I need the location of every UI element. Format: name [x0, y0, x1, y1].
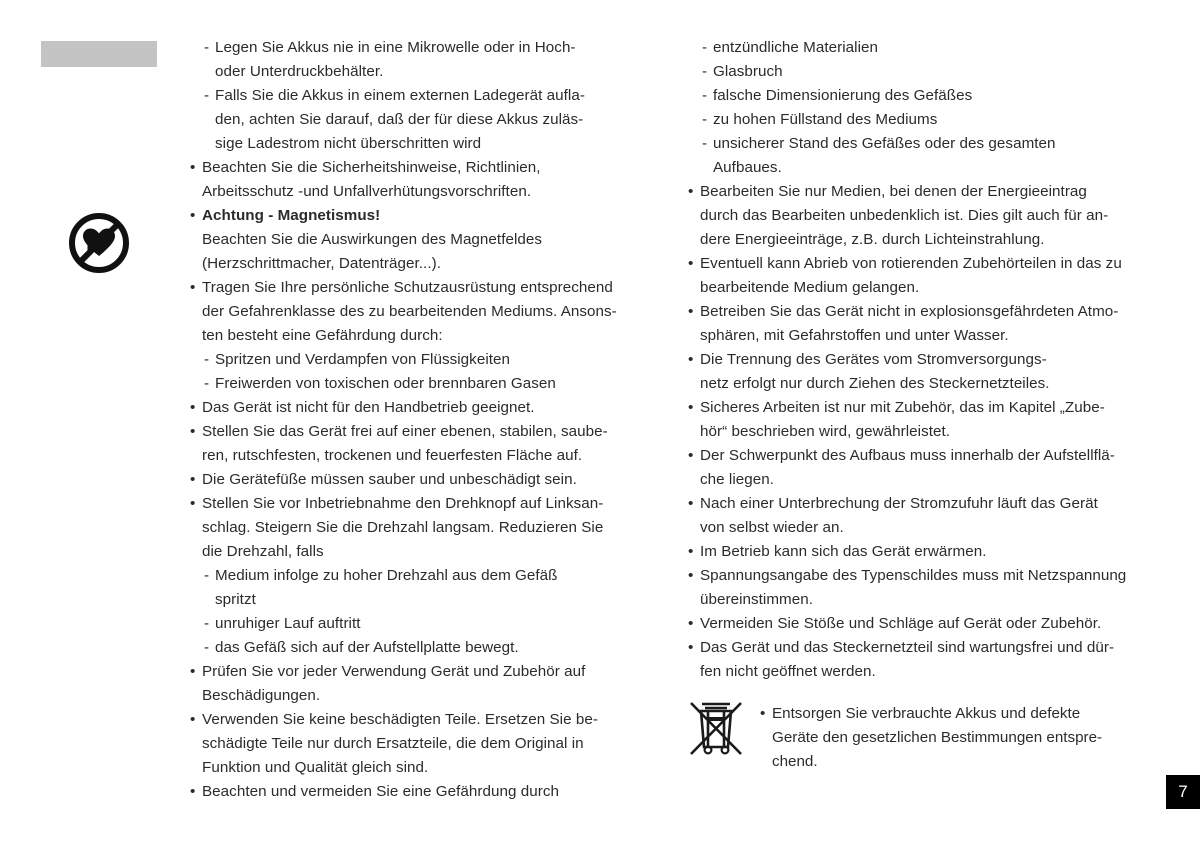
list-item-text	[700, 444, 1166, 492]
list-item-text	[202, 468, 665, 492]
list-marker: •	[688, 399, 694, 416]
list-marker: •	[688, 495, 694, 512]
left-list-item	[190, 156, 665, 204]
left-list-item	[190, 420, 665, 468]
text-line: sige Ladestrom nicht überschritten wird	[215, 135, 482, 152]
text-line: Das Gerät und das Steckernetzteil sind wartungsfrei und dür-	[700, 639, 1115, 656]
left-text-column	[190, 36, 665, 804]
list-item-text	[202, 492, 665, 564]
left-list-item	[190, 348, 665, 372]
no-pacemaker-icon	[68, 212, 130, 274]
list-marker: •	[190, 207, 196, 224]
left-list-item	[190, 660, 665, 708]
text-line: hör“ beschrieben wird, gewährleistet.	[700, 423, 951, 440]
text-line: Beachten Sie die Sicherheitshinweise, Richtlinien,	[202, 159, 541, 176]
list-marker: •	[190, 471, 196, 488]
text-line: Tragen Sie Ihre persönliche Schutzausrüstung entsprechend	[202, 279, 613, 296]
right-text-column	[688, 36, 1166, 684]
text-line: Geräte den gesetzlichen Bestimmungen entspre-	[772, 729, 1103, 746]
list-item-text	[700, 540, 1166, 564]
list-item-text	[700, 252, 1166, 300]
list-marker: -	[204, 567, 210, 584]
list-marker: -	[204, 639, 210, 656]
text-line: che liegen.	[700, 471, 775, 488]
text-line: Vermeiden Sie Stöße und Schläge auf Gerät oder Zubehör.	[700, 615, 1102, 632]
list-marker: -	[204, 87, 210, 104]
text-line: Stellen Sie vor Inbetriebnahme den Drehknopf auf Linksan-	[202, 495, 604, 512]
text-line: Beachten Sie die Auswirkungen des Magnetfeldes	[202, 231, 543, 248]
text-line: bearbeitende Medium gelangen.	[700, 279, 920, 296]
text-line: Prüfen Sie vor jeder Verwendung Gerät und Zubehör auf	[202, 663, 586, 680]
text-line: schlag. Steigern Sie die Drehzahl langsam. Reduzieren Sie	[202, 519, 604, 536]
text-line: Beschädigungen.	[202, 687, 321, 704]
text-line: durch das Bearbeiten unbedenklich ist. Dies gilt auch für an-	[700, 207, 1109, 224]
text-line: Medium infolge zu hoher Drehzahl aus dem Gefäß	[215, 567, 558, 584]
text-line: schädigte Teile nur durch Ersatzteile, die dem Original in	[202, 735, 584, 752]
text-line: Achtung - Magnetismus!	[202, 207, 381, 224]
weee-note-text	[760, 698, 1166, 774]
text-line: der Gefahrenklasse des zu bearbeitenden Mediums. Ansons-	[202, 303, 617, 320]
list-item-text	[700, 564, 1166, 612]
list-item-text	[700, 348, 1166, 396]
list-item-text	[713, 84, 1166, 108]
text-line: Glasbruch	[713, 63, 783, 80]
text-line: Stellen Sie das Gerät frei auf einer ebenen, stabilen, saube-	[202, 423, 608, 440]
left-list-item	[190, 780, 665, 804]
text-line: ren, rutschfesten, trockenen und feuerfesten Fläche auf.	[202, 447, 583, 464]
text-line: Funktion und Qualität gleich sind.	[202, 759, 429, 776]
text-line: Spritzen und Verdampfen von Flüssigkeiten	[215, 351, 511, 368]
list-marker: -	[702, 111, 708, 128]
weee-list-item	[760, 702, 1166, 774]
text-line: (Herzschrittmacher, Datenträger...).	[202, 255, 441, 272]
left-list-item	[190, 612, 665, 636]
list-marker: -	[204, 615, 210, 632]
right-list-item	[688, 60, 1166, 84]
text-line: Sicheres Arbeiten ist nur mit Zubehör, das im Kapitel „Zube-	[700, 399, 1105, 416]
list-marker: •	[190, 159, 196, 176]
list-marker: •	[688, 567, 694, 584]
left-list-item	[190, 372, 665, 396]
right-list-item	[688, 300, 1166, 348]
text-line: Im Betrieb kann sich das Gerät erwärmen.	[700, 543, 987, 560]
list-marker: •	[190, 711, 196, 728]
list-item-text	[215, 372, 665, 396]
right-list-item	[688, 636, 1166, 684]
list-marker: •	[688, 303, 694, 320]
list-item-text	[700, 396, 1166, 444]
right-list-item	[688, 540, 1166, 564]
left-list-item	[190, 204, 665, 276]
list-marker: •	[688, 183, 694, 200]
text-line: Verwenden Sie keine beschädigten Teile. Ersetzen Sie be-	[202, 711, 598, 728]
right-list-item	[688, 108, 1166, 132]
text-line: Betreiben Sie das Gerät nicht in explosionsgefährdeten Atmo-	[700, 303, 1119, 320]
list-item-text	[713, 36, 1166, 60]
text-line: ten besteht eine Gefährdung durch:	[202, 327, 443, 344]
text-line: netz erfolgt nur durch Ziehen des Steckernetzteiles.	[700, 375, 1050, 392]
list-marker: •	[190, 495, 196, 512]
text-line: fen nicht geöffnet werden.	[700, 663, 876, 680]
text-line: Bearbeiten Sie nur Medien, bei denen der Energieeintrag	[700, 183, 1087, 200]
list-item-text	[202, 204, 665, 276]
list-item-text	[700, 636, 1166, 684]
crossed-out-wheelie-bin-icon	[688, 698, 744, 756]
text-line: sphären, mit Gefahrstoffen und unter Wasser.	[700, 327, 1009, 344]
list-item-text	[202, 780, 665, 804]
left-list-item	[190, 564, 665, 612]
text-line: Der Schwerpunkt des Aufbaus muss innerhalb der Aufstellflä-	[700, 447, 1115, 464]
list-item-text	[215, 612, 665, 636]
text-line: dere Energieeinträge, z.B. durch Lichteinstrahlung.	[700, 231, 1045, 248]
list-item-text	[202, 276, 665, 348]
list-marker: -	[702, 63, 708, 80]
list-marker: -	[702, 39, 708, 56]
list-marker: •	[190, 399, 196, 416]
text-line: zu hohen Füllstand des Mediums	[713, 111, 938, 128]
list-item-text	[700, 180, 1166, 252]
text-line: Falls Sie die Akkus in einem externen Ladegerät aufla-	[215, 87, 585, 104]
text-line: unruhiger Lauf auftritt	[215, 615, 361, 632]
list-marker: -	[702, 135, 708, 152]
text-line: Die Trennung des Gerätes vom Stromversorgungs-	[700, 351, 1047, 368]
list-item-text	[202, 420, 665, 468]
list-item-text	[713, 108, 1166, 132]
right-list-item	[688, 252, 1166, 300]
list-item-text	[215, 84, 665, 156]
list-item-text	[202, 396, 665, 420]
left-list-item	[190, 708, 665, 780]
list-marker: •	[688, 543, 694, 560]
list-marker: •	[688, 351, 694, 368]
weee-disposal-note	[688, 698, 1166, 774]
text-line: das Gefäß sich auf der Aufstellplatte bewegt.	[215, 639, 519, 656]
right-list-item	[688, 348, 1166, 396]
text-line: von selbst wieder an.	[700, 519, 844, 536]
list-marker: •	[190, 663, 196, 680]
list-marker: -	[204, 351, 210, 368]
right-list-item	[688, 444, 1166, 492]
list-item-text	[215, 564, 665, 612]
list-item-text	[202, 708, 665, 780]
text-line: den, achten Sie darauf, daß der für diese Akkus zuläs-	[215, 111, 584, 128]
text-line: Spannungsangabe des Typenschildes muss mit Netzspannung	[700, 567, 1127, 584]
list-item-text	[202, 660, 665, 708]
text-line: die Drehzahl, falls	[202, 543, 324, 560]
list-marker: •	[688, 615, 694, 632]
list-marker: -	[204, 39, 210, 56]
text-line: unsicherer Stand des Gefäßes oder des gesamten	[713, 135, 1056, 152]
text-line: Legen Sie Akkus nie in eine Mikrowelle oder in Hoch-	[215, 39, 576, 56]
list-marker: -	[204, 375, 210, 392]
left-list-item	[190, 84, 665, 156]
list-marker: •	[688, 447, 694, 464]
text-line: Beachten und vermeiden Sie eine Gefährdung durch	[202, 783, 560, 800]
text-line: Nach einer Unterbrechung der Stromzufuhr läuft das Gerät	[700, 495, 1098, 512]
list-marker: •	[190, 783, 196, 800]
list-item-text	[772, 702, 1166, 774]
text-line: Eventuell kann Abrieb von rotierenden Zubehörteilen in das zu	[700, 255, 1122, 272]
text-line: spritzt	[215, 591, 256, 608]
left-list-item	[190, 492, 665, 564]
list-item-text	[215, 36, 665, 84]
right-list-item	[688, 492, 1166, 540]
list-marker: •	[190, 279, 196, 296]
list-marker: •	[760, 705, 766, 722]
text-line: entzündliche Materialien	[713, 39, 878, 56]
left-list-item	[190, 468, 665, 492]
right-list-item	[688, 36, 1166, 60]
list-item-text	[700, 492, 1166, 540]
list-marker: •	[688, 255, 694, 272]
right-list-item	[688, 132, 1166, 180]
list-item-text	[700, 612, 1166, 636]
list-item-text	[202, 156, 665, 204]
text-line: Arbeitsschutz -und Unfallverhütungsvorschriften.	[202, 183, 532, 200]
page-number-badge: 7	[1166, 775, 1200, 809]
text-line: Die Gerätefüße müssen sauber und unbeschädigt sein.	[202, 471, 577, 488]
list-item-text	[215, 636, 665, 660]
text-line: übereinstimmen.	[700, 591, 814, 608]
list-item-text	[713, 132, 1166, 180]
list-marker: -	[702, 87, 708, 104]
list-item-text	[700, 300, 1166, 348]
text-line: Das Gerät ist nicht für den Handbetrieb geeignet.	[202, 399, 535, 416]
left-list-item	[190, 36, 665, 84]
text-line: falsche Dimensionierung des Gefäßes	[713, 87, 973, 104]
list-marker: •	[688, 639, 694, 656]
text-line: Entsorgen Sie verbrauchte Akkus und defekte	[772, 705, 1081, 722]
list-marker: •	[190, 423, 196, 440]
header-gray-block	[41, 41, 157, 67]
left-list-item	[190, 636, 665, 660]
right-list-item	[688, 396, 1166, 444]
right-list-item	[688, 564, 1166, 612]
left-list-item	[190, 276, 665, 348]
text-line: Aufbaues.	[713, 159, 782, 176]
text-line: Freiwerden von toxischen oder brennbaren Gasen	[215, 375, 556, 392]
right-list-item	[688, 84, 1166, 108]
right-list-item	[688, 180, 1166, 252]
text-line: oder Unterdruckbehälter.	[215, 63, 384, 80]
text-line: chend.	[772, 753, 818, 770]
list-item-text	[713, 60, 1166, 84]
left-list-item	[190, 396, 665, 420]
list-item-text	[215, 348, 665, 372]
right-list-item	[688, 612, 1166, 636]
